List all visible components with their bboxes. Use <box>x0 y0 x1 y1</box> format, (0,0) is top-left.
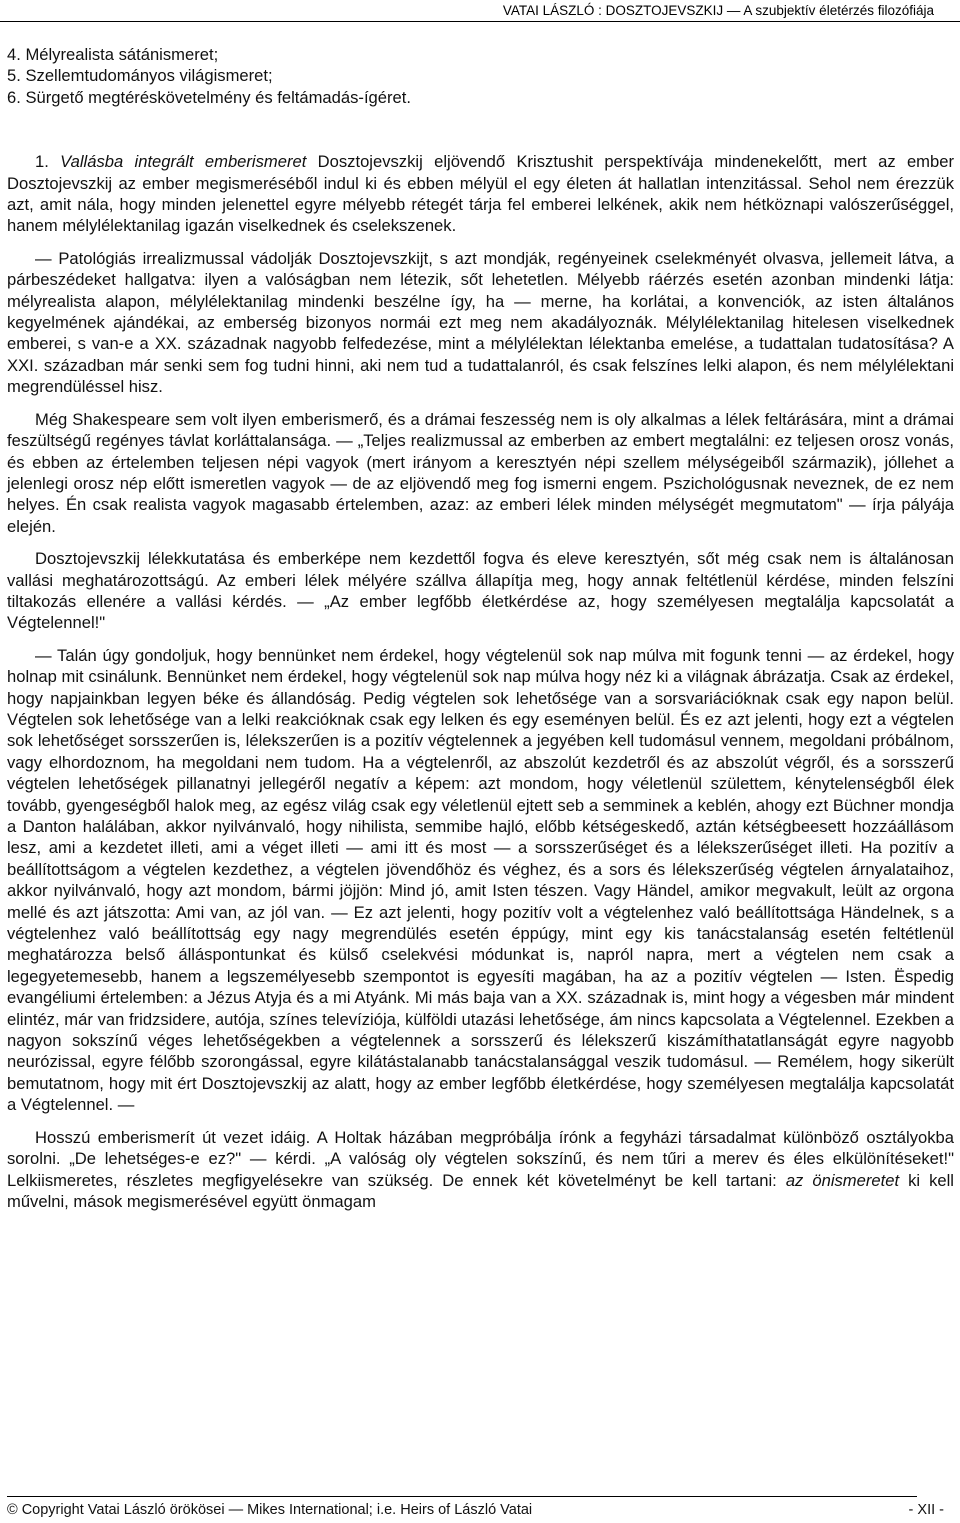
body-paragraph: — Patológiás irrealizmussal vádolják Dosztojevszkijt, s azt mondják, regényeinek cselekményét olvasva, jellemeit látva, a párbeszédeket hallgatva: ilyen a valóságban nem létezik, sőt lehetetlen. Mélyebb ráérzés esetén azonban mindenki látja: mélyrealista alapon, mélylélektanilag mindenki beszélne így, ha — merne, ha korlátai, a konvenciók, az isten általános kegyelmének ajándékai, az emberség bizonyos normái ezt meg nem akadályoznák. Mélylélektanilag hitelesen viselkednek emberei, s van-e a XX. századnak nagyobb felfedezése, mint a mélylélektan lélektanba emelése, a tudattalan tudatosítása? A XXI. században már senki sem fog tudni hinni, aki nem tud a tudattalanról, és csak felszínes lelki alapon, és nem mélylélektani megrendüléssel hisz. <box>7 248 954 397</box>
body-paragraph: Dosztojevszkij lélekkutatása és emberképe nem kezdettől fogva és eleve keresztyén, sőt még csak nem is általánosan vallási meghatározottságú. Az emberi lélek mélyére szállva állapítja meg, hogy annak feltétlenül kérdése, minden felszíni tiltakozás ellenére a vallási kérdés. — „Az ember legfőbb életkérdése az, hogy személyesen megtalálja kapcsolatát a Végtelennel!" <box>7 549 954 633</box>
spacer <box>7 108 954 151</box>
spacer <box>7 537 954 548</box>
paragraph-text: Hosszú emberismerít út vezet idáig. A Holtak házában megpróbálja írónk a fegyházi társadalmat különböző osztályokba sorolni. „De lehetséges-e ez?" — kérdi. „A valóság oly végtelen sokszínű, és nem tűri a merev és éles elkülönítéseket!" Lelkiismeretes, részletes megfigyelésekre van szükség. De ennek két követelményt be kell tartani: <box>7 1127 954 1190</box>
list-item: 6. Sürgető megtéréskövetelmény és feltámadás-ígéret. <box>7 87 411 107</box>
spacer <box>7 237 954 248</box>
italic-phrase: az önismeretet <box>785 1170 900 1190</box>
section-body: Dosztojevszkij eljövendő Krisztushit perspektívája mindenekelőtt, mert az ember Dosztojevszkij az ember megismeréséből indul ki és ebben mélyül el egy életen át hallatlan intenzitással. Sehol nem érezzük azt, amit nála, hogy minden jelenettel egyre mélyebb rétegét tárja fel emberei lelkének, akik nem hétköznapi valószerűséggel, hanem mélylélektanilag igazán viselkednek és cselekszenek. <box>7 152 954 236</box>
list-item: 5. Szellemtudományos világismeret; <box>7 66 273 86</box>
spacer <box>7 1116 954 1127</box>
footer-rule <box>7 1496 917 1497</box>
spacer <box>7 398 954 409</box>
page-header <box>0 0 960 22</box>
body-paragraph: — Talán úgy gondoljuk, hogy bennünket nem érdekel, hogy végtelenül sok nap múlva mit fogunk tenni — az érdekel, hogy holnap mit csinálunk. Bennünket nem érdekel, hogy végtelenül sok nap múlva hogy néz ki a világnak ábrázatja. Csak az érdekel, hogy napjainkban legyen béke és állandóság. Pedig végtelen sok lehetősége van a sorsvariációknak csak egy napon belül. Végtelen sok lehetősége van a lelki reakcióknak csak egy lelken és egy eseményen belül. És ez azt jelenti, hogy ezt a végtelen sok lehetőséget sorsszerűen is, lélekszerűen is a pozitív végtelennek a jegyében kell tudomásul vennem, megoldani próbálnom, vagy elhordoznom, ha megoldani nem tudom. Ha a végtelenről, az abszolút kezdetről és az abszolút végről, és a sorsszerű végtelen lehetőségek pillanatnyi jellegéről negatív a képem: azt mondom, hogy véletlenül születtem, kénytelenségből élek tovább, gyengeségből halok meg, az egész világ csak egy véletlenül ejtett seb a semminek a keblén, ahogy ezt Büchner mondja a Danton halálában, akkor nyilvánvaló, hogy nihilista, semmibe hajló, előbb kétségeskedő, aztán kétségbeesett hozzáállásom lesz, ami a kezdetet illeti, ami a véget illeti — ami itt és most — a sorsszerűséget és a lélekszerűséget illeti. Ha pozitív a beállítottságom a végtelen kezdethez, a végtelen jövendőhöz és véghez, és a sors és lélekszerűség végtelen árnyalataihoz, akkor nyilvánvaló, hogy azt mondom, bármi jöjjön: Mind jó, amit Isten tészen. Vagy Händel, amikor megvakult, leült az orgona mellé és azt játszotta: Ami van, az jól van. — Ez azt jelenti, hogy pozitív volt a végtelenhez való beállítottsága Händelnek, s a végtelenhez való beállítottság egy nagy megrendülés esetén éppúgy, mint egy kis tanácstalanság esetén feltétlenül meghatározza belső álláspontunkat és külső cselekvési módunkat is, napról napra, mert a végtelen nem csak a legegyetemesebb, hanem a legszemélyesebb szempontot is egyesíti magában, ha az a pozitív végtelen — Isten. Ëspedig evangéliumi értelemben: a Jézus Atyja és a mi Atyánk. Mi más baja van a XX. századnak is, mint hogy a végesben már mindent elintéz, már van fridzsidere, autója, színes televíziója, külföldi utazási lehetősége, ám nincs kapcsolata a Végtelennel. Ezekben a nagyon sokszínű véges lehetőségekben a végtelennek a sorsszerű és lélekszerű kiszámíthatatlanságát egyre nagyobb neurózissal, egyre félőbb szorongással, egyre kilátástalanabb tanácstalansággal veszik tudomásul. — Remélem, hogy sikerült bemutatnom, hogy mit ért Dosztojevszkij az alatt, hogy az ember legfőbb életkérdése, hogy személyesen megtalálja kapcsolatát a Végtelennel. — <box>7 645 954 1115</box>
page-number: - XII - <box>908 1502 944 1518</box>
body-paragraph <box>7 1127 954 1213</box>
spacer <box>7 634 954 645</box>
list-item: 4. Mélyrealista sátánismeret; <box>7 45 219 64</box>
section-number: 1. <box>35 152 61 172</box>
copyright-notice: © Copyright Vatai László örökösei — Mikes International; i.e. Heirs of László Vatai <box>7 1502 533 1518</box>
section-paragraph <box>7 151 954 237</box>
document-body <box>7 44 954 1212</box>
body-paragraph: Még Shakespeare sem volt ilyen emberismerő, és a drámai feszesség nem is oly alkalmas a lélek feltárására, mint a drámai feszültségű regényes távlat korláttalansága. — „Teljes realizmussal az emberben az embert megtalálni: ez teljesen orosz vonás, és ebben az értelemben teljesen népi vagyok (mert irányom a keresztyén népi szellem mélységeiből származik), jóllehet a jelenlegi orosz nép előtt ismeretlen vagyok — de az eljövendő meg fog ismerni engem. Pszichológusnak neveznek, de ez nem helyes. Én csak realista vagyok magasabb értelemben, azaz: az emberi lélek minden mélységét megmutatom" — írja pályája elején. <box>7 409 954 536</box>
running-header: VATAI LÁSZLÓ : DOSZTOJEVSZKIJ — A szubjektív életérzés filozófiája <box>502 3 934 18</box>
paragraph-text: ki kell művelni, mások megismerésével együtt önmagam <box>7 1170 954 1211</box>
header-rule <box>0 21 960 22</box>
section-title: Vallásba integrált emberismeret <box>60 152 307 172</box>
